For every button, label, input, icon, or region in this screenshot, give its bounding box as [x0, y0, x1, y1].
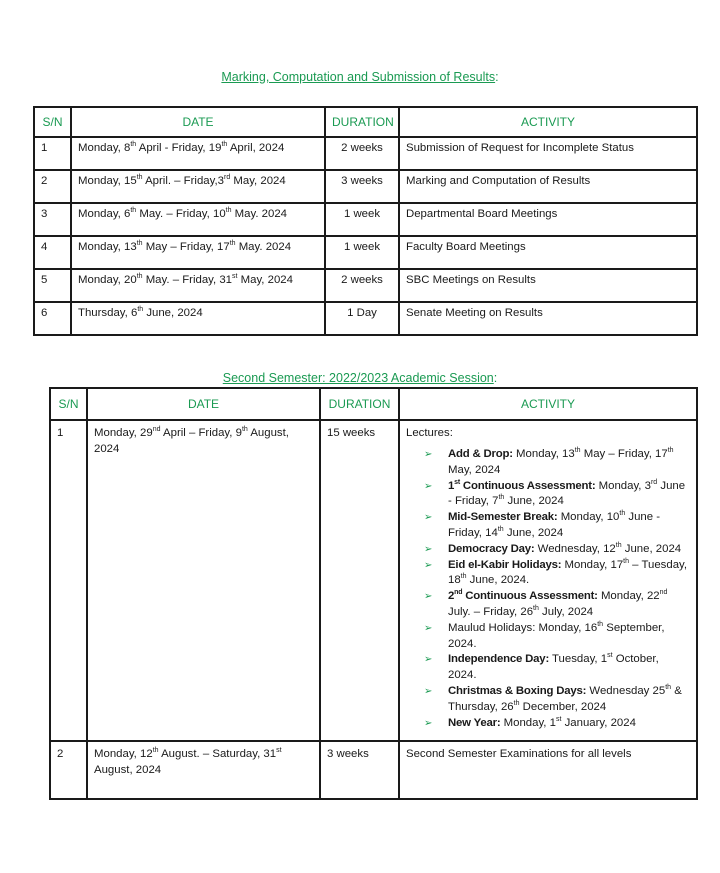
table-header-row [50, 388, 697, 420]
row-duration: 3 weeks [325, 170, 399, 203]
row-date: Monday, 12th August. – Saturday, 31st August, 2024 [87, 741, 320, 799]
arrow-bullet-icon: ➢ [424, 685, 433, 697]
row-duration: 2 weeks [325, 137, 399, 170]
table-row [34, 236, 697, 269]
list-item: ➢ Christmas & Boxing Days: Wednesday 25th & Thursday, 26th December, 2024 [424, 684, 682, 713]
row-sn: 1 [50, 420, 87, 741]
list-item: ➢ 1st Continuous Assessment: Monday, 3rd June - Friday, 7th June, 2024 [424, 478, 686, 508]
row-sn: 4 [34, 236, 71, 269]
arrow-bullet-icon: ➢ [424, 543, 433, 555]
row-activity: SBC Meetings on Results [399, 269, 697, 302]
list-item: ➢ Eid el-Kabir Holidays: Monday, 17th – Tuesday, 18th June, 2024. [424, 557, 688, 587]
row-duration: 1 week [325, 203, 399, 236]
arrow-bullet-icon: ➢ [424, 654, 433, 666]
row-activity: Marking and Computation of Results [399, 170, 697, 203]
list-item: ➢ New Year: Monday, 1st January, 2024 [424, 716, 690, 732]
row-activity [399, 420, 697, 741]
row-date: Thursday, 6th June, 2024 [71, 302, 325, 335]
arrow-bullet-icon: ➢ [424, 512, 433, 524]
arrow-bullet-icon: ➢ [424, 559, 433, 571]
row-date: Monday, 15th April. – Friday,3rd May, 2024 [71, 170, 325, 203]
row-sn: 2 [34, 170, 71, 203]
row-activity: Faculty Board Meetings [399, 236, 697, 269]
section1-title: Marking, Computation and Submission of Results: [221, 70, 499, 84]
table-row [34, 137, 697, 170]
row-duration: 1 Day [325, 302, 399, 335]
table-header-row [34, 107, 697, 137]
arrow-bullet-icon: ➢ [424, 591, 433, 603]
row-activity: Submission of Request for Incomplete Status [399, 137, 697, 170]
table-row [50, 741, 697, 799]
activity-intro: Lectures: [406, 427, 453, 439]
header-sn: S/N [50, 388, 87, 420]
header-activity: ACTIVITY [399, 388, 697, 420]
header-activity: ACTIVITY [399, 107, 697, 137]
row-sn: 3 [34, 203, 71, 236]
row-sn: 1 [34, 137, 71, 170]
arrow-bullet-icon: ➢ [424, 622, 433, 634]
table-row [34, 170, 697, 203]
row-date: Monday, 29nd April – Friday, 9th August, 2024 [87, 420, 320, 741]
list-item: ➢ 2nd Continuous Assessment: Monday, 22nd July. – Friday, 26th July, 2024 [424, 589, 668, 618]
row-activity: Second Semester Examinations for all levels [399, 741, 697, 799]
header-date: DATE [87, 388, 320, 420]
row-duration: 3 weeks [320, 741, 399, 799]
row-date: Monday, 6th May. – Friday, 10th May. 2024 [71, 203, 325, 236]
list-item: ➢ Democracy Day: Wednesday, 12th June, 2024 [424, 542, 690, 558]
header-date: DATE [71, 107, 325, 137]
row-duration: 1 week [325, 236, 399, 269]
table-row [34, 203, 697, 236]
list-item: ➢ Independence Day: Tuesday, 1st October, 2024. [424, 652, 659, 682]
section2-title: Second Semester: 2022/2023 Academic Session: [222, 371, 498, 385]
row-sn: 5 [34, 269, 71, 302]
results-schedule-table [33, 106, 698, 336]
row-date: Monday, 13th May – Friday, 17th May. 2024 [71, 236, 325, 269]
arrow-bullet-icon: ➢ [424, 717, 433, 729]
header-duration: DURATION [325, 107, 399, 137]
activity-list [406, 447, 690, 731]
list-item: ➢ Mid-Semester Break: Monday, 10th June - Friday, 14th June, 2024 [424, 510, 661, 539]
list-item: ➢ Add & Drop: Monday, 13th May – Friday, 17th May, 2024 [424, 447, 674, 476]
table-row [34, 302, 697, 335]
table-row [34, 269, 697, 302]
row-date: Monday, 8th April - Friday, 19th April, 2024 [71, 137, 325, 170]
row-date: Monday, 20th May. – Friday, 31st May, 2024 [71, 269, 325, 302]
row-sn: 6 [34, 302, 71, 335]
header-duration: DURATION [320, 388, 399, 420]
row-duration: 2 weeks [325, 269, 399, 302]
arrow-bullet-icon: ➢ [424, 449, 433, 460]
header-sn: S/N [34, 107, 71, 137]
table-row [50, 420, 697, 741]
row-duration: 15 weeks [320, 420, 399, 741]
row-activity: Senate Meeting on Results [399, 302, 697, 335]
row-activity: Departmental Board Meetings [399, 203, 697, 236]
row-sn: 2 [50, 741, 87, 799]
list-item: ➢ Maulud Holidays: Monday, 16th September, 2024. [424, 620, 665, 650]
arrow-bullet-icon: ➢ [424, 480, 433, 492]
second-semester-table [49, 387, 698, 800]
